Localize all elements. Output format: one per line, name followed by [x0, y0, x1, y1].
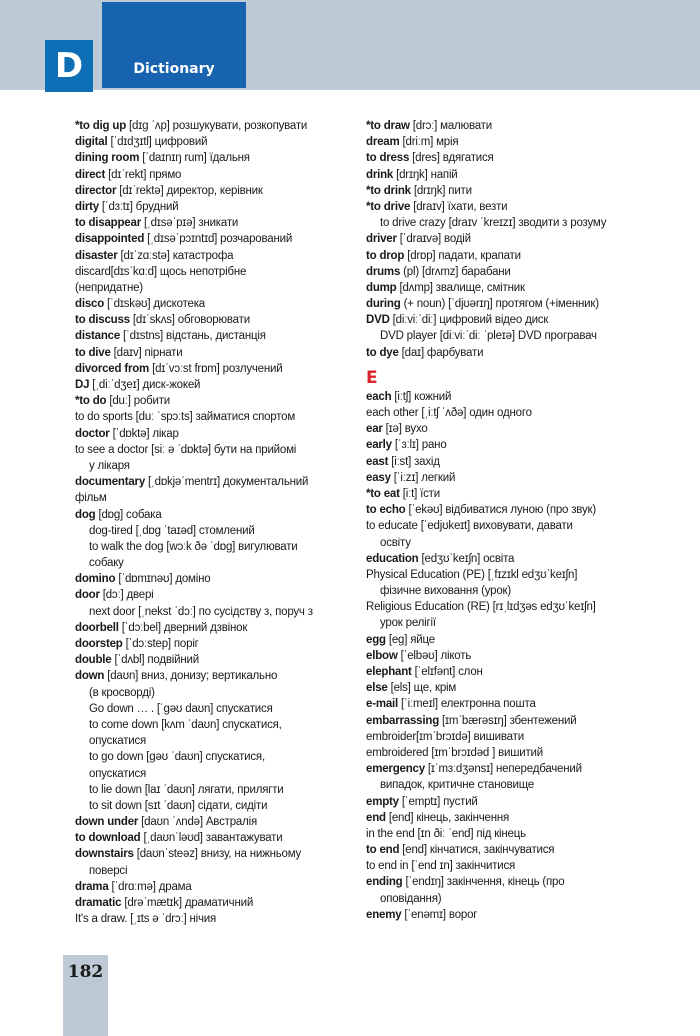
entry-definition: [dʌmp] звалище, смітник — [396, 281, 525, 294]
dictionary-entry — [75, 150, 360, 166]
entry-definition: to see a doctor [siː ə ˈdɒktə] бути на прийомі — [75, 443, 297, 456]
entry-headword: e-mail — [366, 698, 399, 711]
entry-definition: [ˈenəmɪ] ворог — [401, 908, 478, 921]
entry-definition: to end in [ˈend ɪn] закінчитися — [366, 860, 516, 873]
dictionary-entry — [75, 442, 360, 458]
dictionary-entry — [366, 389, 666, 405]
dictionary-entry — [75, 312, 360, 328]
dictionary-entry — [75, 248, 360, 264]
entry-definition: [ˈemptɪ] пустий — [398, 795, 478, 808]
dictionary-entry — [366, 680, 666, 696]
entry-headword: DVD — [366, 314, 390, 327]
dictionary-entry — [75, 118, 360, 134]
left-column — [75, 118, 360, 927]
entry-headword: drama — [75, 880, 109, 893]
dictionary-entry — [366, 713, 666, 729]
dictionary-entry — [366, 264, 666, 280]
dictionary-entry — [75, 895, 360, 911]
entry-headword: to discuss — [75, 314, 130, 327]
dictionary-entry — [366, 486, 666, 502]
entry-definition: [daʊnˈsteəz] внизу, на нижньому — [133, 848, 302, 861]
entry-headword: down — [75, 670, 105, 683]
entry-definition: урок релігії — [380, 617, 436, 630]
dictionary-entry — [366, 134, 666, 150]
entry-definition: [edʒʊˈkeɪʃn] освіта — [418, 552, 515, 565]
dictionary-entry — [366, 794, 666, 810]
right-column — [366, 118, 666, 923]
dictionary-entry — [75, 846, 360, 862]
entry-definition: [ˈdɔːstep] поріг — [122, 638, 199, 650]
entry-definition: [ˈdɒmɪnəʊ] доміно — [115, 573, 211, 586]
entry-definition: Go down … . [ˈɡəʊ daʊn] спускатися — [89, 702, 273, 715]
dictionary-entry — [75, 507, 360, 523]
entry-headword: emergency — [366, 763, 425, 776]
entry-headword: dining room — [75, 152, 140, 165]
entry-headword: doctor — [75, 427, 110, 440]
entry-definition: [daʊn] вниз, донизу; вертикально — [104, 670, 278, 683]
entry-headword: to download — [75, 832, 141, 845]
dictionary-entry — [75, 701, 360, 717]
dictionary-entry — [75, 426, 360, 442]
d-entries — [366, 118, 666, 361]
entry-definition: Physical Education (PE) [ˌfɪzɪkl edʒʊˈkeɪʃn] — [366, 568, 578, 581]
dictionary-entry — [366, 183, 666, 199]
entry-headword: to dive — [75, 346, 111, 359]
dictionary-entry — [75, 717, 360, 733]
page-title: Dictionary — [133, 61, 215, 77]
entry-definition: (pl) [drʌmz] барабани — [400, 265, 511, 278]
dictionary-entry — [366, 745, 666, 761]
entry-headword: to disappear — [75, 217, 141, 230]
dictionary-entry — [366, 470, 666, 486]
entry-headword: divorced from — [75, 362, 150, 375]
entry-definition: фізичне виховання (урок) — [380, 585, 511, 598]
entry-headword: driver — [366, 233, 397, 246]
dictionary-entry — [75, 523, 360, 539]
dictionary-entry — [366, 437, 666, 453]
dictionary-entry — [366, 599, 666, 615]
entry-headword: domino — [75, 573, 116, 586]
entry-headword: early — [366, 439, 392, 452]
entry-definition: [end] кінець, закінчення — [385, 811, 510, 824]
entry-definition: [dres] вдягатися — [409, 152, 494, 165]
entry-definition: [dɪˈrekt] прямо — [105, 168, 182, 181]
entry-definition: [drɒp] падати, крапати — [404, 249, 521, 262]
entry-definition: освіту — [380, 536, 411, 549]
entry-definition: in the end [ɪn ðiː ˈend] під кінець — [366, 827, 526, 840]
entry-headword: dramatic — [75, 897, 122, 909]
entry-definition: [ˈiːzɪ] легкий — [390, 471, 456, 484]
section-letter: D — [54, 46, 84, 86]
entry-headword: *to draw — [366, 120, 410, 132]
entry-definition: next door [ˌnekst ˈdɔː] по сусідству з, поруч з — [89, 605, 313, 618]
entry-definition: [drɔː] малювати — [409, 120, 492, 132]
entry-headword: drums — [366, 265, 401, 278]
entry-definition: to go down [ɡəʊ ˈdaʊn] спускатися, — [89, 751, 265, 764]
entry-definition: [daɪv] пірнати — [110, 346, 183, 359]
dictionary-entry — [366, 826, 666, 842]
dictionary-entry — [75, 345, 360, 361]
dictionary-entry — [75, 620, 360, 636]
entry-headword: dirty — [75, 200, 99, 213]
dictionary-entry — [75, 539, 360, 555]
dictionary-entry — [75, 328, 360, 344]
entry-definition: [drɪŋk] напій — [393, 168, 458, 181]
entry-definition: [diːviːˈdiː] цифровий відео диск — [389, 314, 549, 327]
entry-headword: ear — [366, 423, 383, 436]
entry-definition: [duː] робити — [106, 395, 171, 408]
entry-headword: disappointed — [75, 233, 145, 246]
entry-headword: distance — [75, 330, 121, 343]
dictionary-entry — [75, 231, 360, 247]
entry-definition: опускатися — [89, 767, 147, 780]
entry-definition: discard[dɪsˈkɑːd] щось непотрібне — [75, 265, 247, 278]
dictionary-entry — [366, 502, 666, 518]
entry-definition: [ˈdrɑːmə] драма — [108, 880, 192, 893]
dictionary-entry — [75, 393, 360, 409]
entry-definition: випадок, критичне становище — [380, 779, 535, 792]
entry-definition: поверсі — [89, 864, 128, 877]
entry-definition: [ˈelbəʊ] лікоть — [397, 649, 472, 662]
entry-definition: [dɪɡ ˈʌp] розшукувати, розкопувати — [126, 120, 308, 132]
entry-headword: door — [75, 589, 100, 602]
entry-definition: [dɒɡ] собака — [95, 508, 162, 521]
dictionary-entry — [366, 664, 666, 680]
dictionary-entry — [75, 215, 360, 231]
dictionary-entry — [75, 749, 360, 765]
dictionary-entry — [366, 345, 666, 361]
dictionary-entry — [366, 405, 666, 421]
entry-definition: [iːtʃ] кожний — [391, 390, 452, 403]
entry-headword: easy — [366, 471, 391, 484]
entry-headword: east — [366, 455, 389, 468]
dictionary-entry — [75, 668, 360, 684]
entry-headword: else — [366, 682, 388, 695]
dictionary-entry — [75, 782, 360, 798]
entry-headword: double — [75, 654, 112, 667]
dictionary-entry — [75, 652, 360, 668]
entry-definition: [dɪˈrektə] директор, керівник — [116, 184, 263, 197]
entry-headword: end — [366, 811, 386, 824]
entry-definition: [ˈekəʊ] відбиватися луною (про звук) — [405, 504, 596, 517]
dictionary-entry — [366, 615, 666, 631]
entry-headword: to drop — [366, 249, 405, 262]
dictionary-entry — [75, 555, 360, 571]
entry-headword: dump — [366, 281, 397, 294]
entry-headword: documentary — [75, 476, 146, 489]
dictionary-entry — [75, 474, 360, 490]
section-letter-badge — [45, 40, 93, 92]
entry-definition: embroider[ɪmˈbrɔɪdə] вишивати — [366, 730, 524, 743]
dictionary-entry — [75, 604, 360, 620]
entry-headword: down under — [75, 816, 139, 829]
dictionary-entry — [366, 199, 666, 215]
dictionary-entry — [366, 858, 666, 874]
entry-headword: disaster — [75, 249, 118, 262]
entry-definition: [ɪˈmɜːdʒənsɪ] непередбачений — [424, 763, 582, 776]
entry-definition: embroidered [ɪmˈbrɔɪdəd ] вишитий — [366, 746, 543, 759]
dictionary-entry — [75, 167, 360, 183]
entry-headword: *to drive — [366, 200, 411, 213]
entry-definition: [ˌdɪsəˈpɔɪntɪd] розчарований — [144, 233, 293, 246]
entry-definition: [ˈdɪskəʊ] дискотека — [104, 298, 205, 311]
dictionary-entry — [75, 571, 360, 587]
dictionary-entry — [75, 814, 360, 830]
dictionary-entry — [366, 312, 666, 328]
entry-definition: to come down [kʌm ˈdaʊn] спускатися, — [89, 718, 282, 731]
entry-definition: [dɪˈzɑːstə] катастрофа — [117, 249, 234, 262]
dictionary-entry — [75, 296, 360, 312]
entry-headword: to dress — [366, 152, 410, 165]
entry-definition: [ˌdɪsəˈpɪə] зникати — [140, 217, 239, 230]
entry-definition: each other [ˌiːtʃ ˈʌðə] один одного — [366, 407, 532, 419]
entry-definition: to drive crazy [draɪv ˈkreɪzɪ] зводити з розуму — [380, 217, 607, 230]
dictionary-entry — [75, 134, 360, 150]
entry-definition: [drəˈmætɪk] драматичний — [121, 897, 254, 909]
entry-definition: [ˈdɪdʒɪtl] цифровий — [107, 136, 208, 149]
dictionary-entry — [366, 777, 666, 793]
entry-definition: [ɪə] вухо — [382, 423, 428, 436]
dictionary-entry — [366, 874, 666, 890]
dictionary-entry — [366, 810, 666, 826]
entry-definition: [dɔː] двері — [99, 589, 154, 602]
entry-headword: to echo — [366, 504, 406, 517]
entry-headword: enemy — [366, 908, 402, 921]
entry-definition: [ˌdiːˈdʒeɪ] диск-жокей — [89, 379, 201, 391]
entry-definition: [drɪŋk] пити — [410, 184, 472, 197]
entry-headword: each — [366, 390, 392, 403]
title-tab — [102, 2, 246, 88]
entry-headword: to dye — [366, 346, 399, 359]
entry-headword: doorbell — [75, 621, 119, 634]
entry-headword: ending — [366, 876, 403, 889]
entry-definition: to do sports [duː ˈspɔːts] займатися спортом — [75, 411, 296, 424]
entry-definition: [ˈdɜːtɪ] брудний — [98, 200, 179, 213]
entry-definition: [ˈdaɪnɪŋ rum] їдальня — [139, 152, 250, 165]
dictionary-entry — [75, 879, 360, 895]
dictionary-entry — [366, 648, 666, 664]
entry-headword: digital — [75, 136, 108, 149]
section-e-heading: E — [366, 367, 378, 388]
dictionary-entry — [366, 729, 666, 745]
entry-headword: dream — [366, 136, 400, 149]
entry-definition: [ˈdɔːbel] дверний дзвінок — [118, 621, 248, 634]
e-entries — [366, 389, 666, 923]
entry-headword: empty — [366, 795, 399, 808]
dictionary-entry — [75, 183, 360, 199]
dictionary-entry — [75, 361, 360, 377]
entry-headword: to end — [366, 844, 400, 857]
entry-definition: оповідання) — [380, 892, 442, 905]
entry-definition: [end] кінчатися, закінчуватися — [399, 844, 555, 857]
dictionary-entry — [366, 567, 666, 583]
dictionary-entry — [366, 632, 666, 648]
entry-definition: [ˈdraɪvə] водій — [396, 233, 471, 246]
entry-definition: собаку — [89, 557, 124, 570]
entry-definition: [ˌdɒkjəˈmentrɪ] документальний — [145, 476, 309, 489]
entry-definition: to walk the dog [wɔːk ðə ˈdɒɡ] вигулювати — [89, 540, 298, 553]
entry-definition: [iːt] їсти — [399, 487, 440, 500]
entry-headword: *to do — [75, 395, 107, 408]
entry-definition: dog-tired [ˌdɒɡ ˈtaɪəd] стомлений — [89, 524, 255, 537]
dictionary-entry — [75, 264, 360, 280]
entry-definition: у лікаря — [89, 459, 130, 472]
entry-definition: DVD player [diːviːˈdiː ˈpleɪə] DVD програвач — [380, 330, 597, 343]
dictionary-entry — [366, 328, 666, 344]
entry-definition: [ˌdaʊnˈləʊd] завантажувати — [140, 832, 283, 845]
entry-definition: опускатися — [89, 735, 147, 748]
entry-definition: [draɪv] їхати, везти — [410, 200, 508, 213]
dictionary-entry — [366, 296, 666, 312]
dictionary-entry — [75, 911, 360, 927]
dictionary-entry — [366, 280, 666, 296]
entry-headword: DJ — [75, 379, 90, 391]
entry-headword: *to dig up — [75, 120, 127, 132]
entry-definition: [ˈdʌbl] подвійний — [111, 654, 199, 667]
entry-definition: to educate [ˈedjʊkeɪt] виховувати, давати — [366, 520, 573, 533]
entry-headword: education — [366, 552, 419, 565]
dictionary-entry — [75, 490, 360, 506]
entry-definition: [dɪˈvɔːst frɒm] розлучений — [149, 362, 283, 375]
entry-definition: [ˈiːmeɪl] електронна пошта — [398, 698, 536, 711]
page-number: 182 — [67, 962, 104, 982]
dictionary-entry — [75, 798, 360, 814]
entry-definition: to sit down [sɪt ˈdaʊn] сідати, сидіти — [89, 799, 268, 812]
entry-definition: to lie down [laɪ ˈdaʊn] лягати, прилягти — [89, 783, 284, 796]
dictionary-entry — [366, 248, 666, 264]
dictionary-entry — [366, 215, 666, 231]
dictionary-entry — [75, 587, 360, 603]
dictionary-entry — [366, 907, 666, 923]
dictionary-entry — [366, 421, 666, 437]
entry-definition: [ɪmˈbærəsɪŋ] збентежений — [439, 714, 577, 727]
entry-headword: elbow — [366, 649, 398, 662]
entry-definition: (+ noun) [ˈdjʊərɪŋ] протягом (+іменник) — [400, 298, 599, 311]
dictionary-entry — [75, 377, 360, 393]
entry-headword: disco — [75, 298, 105, 311]
dictionary-entry — [366, 167, 666, 183]
dictionary-entry — [366, 231, 666, 247]
entry-definition: Religious Education (RE) [rɪˌlɪdʒəs edʒʊˈkeɪʃn] — [366, 601, 596, 614]
dictionary-entry — [75, 733, 360, 749]
entry-headword: drink — [366, 168, 394, 181]
entry-headword: during — [366, 298, 401, 311]
dictionary-entry — [366, 150, 666, 166]
dictionary-entry — [75, 199, 360, 215]
entry-definition: [dɪˈskʌs] обговорювати — [129, 314, 250, 327]
entry-headword: *to eat — [366, 487, 400, 500]
dictionary-entry — [75, 409, 360, 425]
entry-definition: [ˈelɪfənt] слон — [411, 666, 483, 678]
entry-headword: downstairs — [75, 848, 134, 861]
dictionary-entry — [366, 518, 666, 534]
entry-definition: [ˈendɪŋ] закінчення, кінець (про — [402, 876, 565, 889]
entry-definition: [ˈɜːlɪ] рано — [391, 439, 447, 452]
entry-definition: [els] ще, крім — [387, 682, 457, 695]
entry-definition: (в кросворді) — [89, 686, 155, 699]
dictionary-entry — [366, 761, 666, 777]
dictionary-entry — [75, 458, 360, 474]
entry-definition: [daʊn ˈʌndə] Австралія — [138, 816, 257, 829]
dictionary-entry — [366, 535, 666, 551]
entry-headword: direct — [75, 168, 106, 181]
dictionary-entry — [366, 696, 666, 712]
dictionary-entry — [75, 685, 360, 701]
entry-definition: фільм — [75, 492, 107, 505]
entry-definition: [driːm] мрія — [399, 136, 459, 149]
dictionary-entry — [366, 891, 666, 907]
entry-definition: [ˈdɒktə] лікар — [109, 427, 179, 440]
entry-definition: It's a draw. [ˌɪts ə ˈdrɔː] нічия — [75, 913, 216, 926]
entry-definition: (непридатне) — [75, 281, 143, 294]
entry-headword: dog — [75, 508, 96, 521]
dictionary-entry — [75, 766, 360, 782]
dictionary-entry — [366, 454, 666, 470]
entry-definition: [iːst] захід — [388, 455, 440, 468]
entry-definition: [daɪ] фарбувати — [398, 346, 484, 359]
entry-headword: egg — [366, 633, 386, 646]
dictionary-entry — [366, 118, 666, 134]
entry-headword: elephant — [366, 666, 412, 678]
entry-headword: doorstep — [75, 638, 123, 650]
entry-definition: [eɡ] яйце — [385, 633, 435, 646]
entry-headword: embarrassing — [366, 714, 440, 727]
entry-headword: *to drink — [366, 184, 411, 197]
dictionary-entry — [75, 863, 360, 879]
dictionary-entry — [366, 551, 666, 567]
entry-definition: [ˈdɪstns] відстань, дистанція — [120, 330, 266, 343]
dictionary-entry — [75, 280, 360, 296]
dictionary-entry — [366, 842, 666, 858]
dictionary-entry — [75, 636, 360, 652]
dictionary-entry — [366, 583, 666, 599]
dictionary-entry — [75, 830, 360, 846]
entry-headword: director — [75, 184, 117, 197]
